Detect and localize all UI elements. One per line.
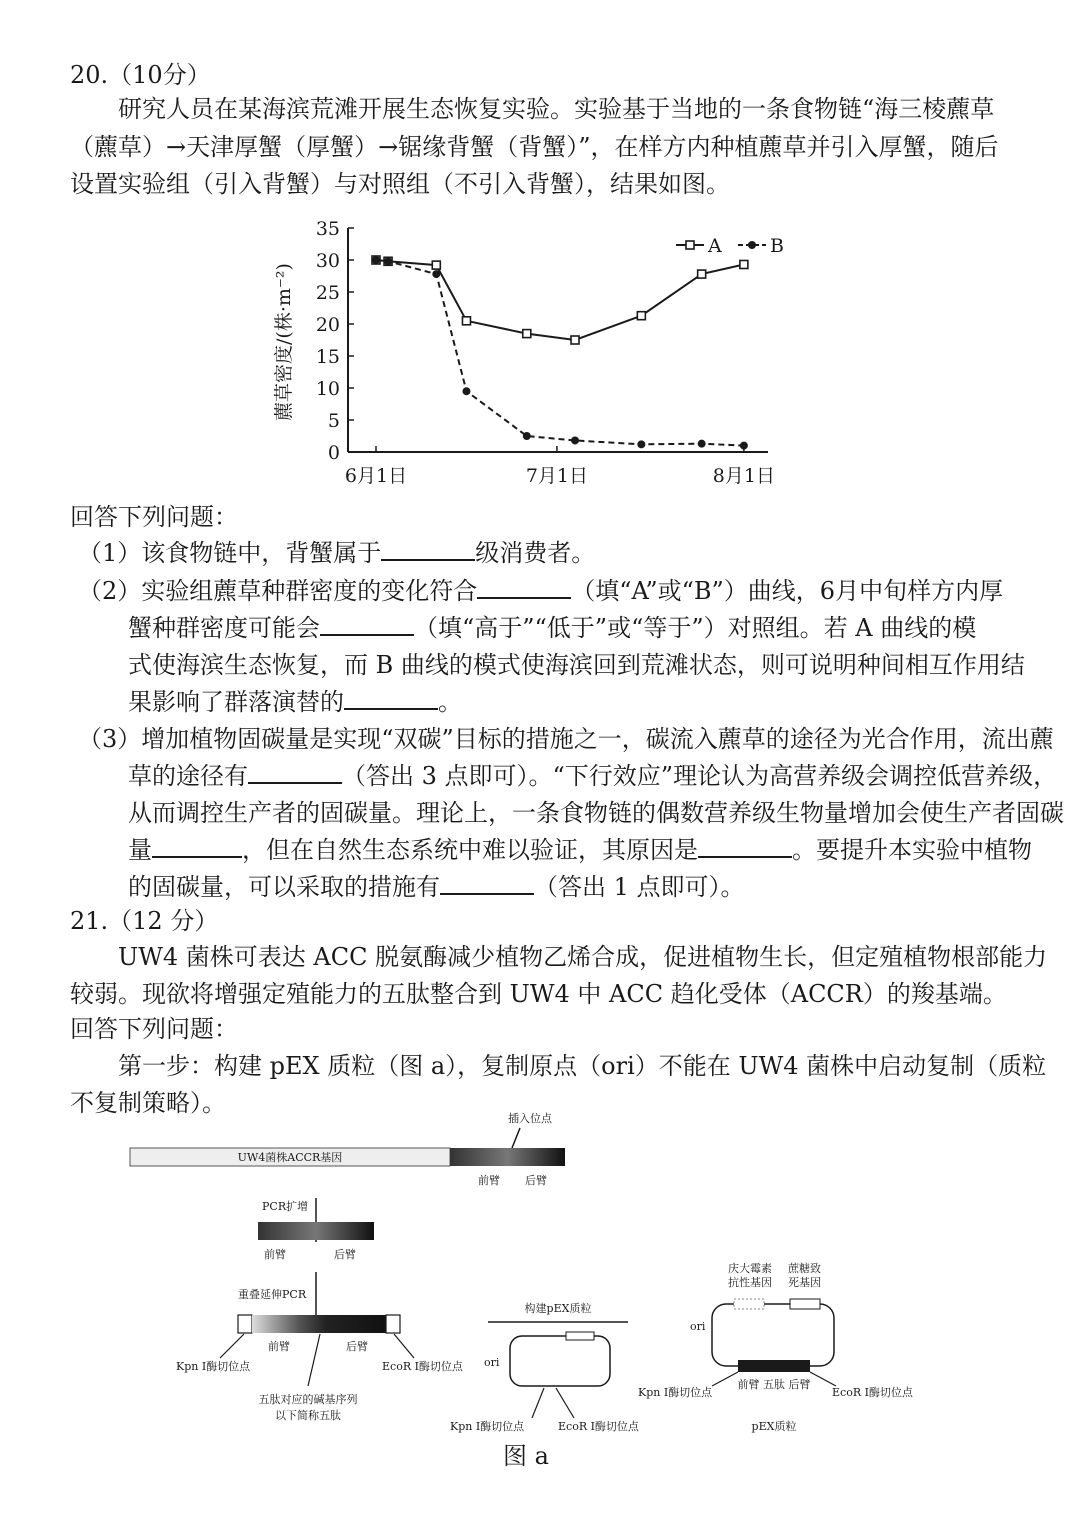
q21-number: 21.（12 分） — [70, 907, 219, 935]
series-b-line — [376, 260, 744, 446]
x-tick-label: 8月1日 — [712, 465, 775, 487]
pex-plasmid-circle — [712, 1304, 834, 1366]
front-arm-label-mid: 前臂 — [264, 1248, 286, 1261]
answer-blank[interactable] — [381, 537, 475, 561]
q20-part3-line4 — [128, 833, 1032, 867]
q20-part3-line2 — [128, 759, 1057, 793]
series-b-point — [432, 270, 440, 278]
series-b-point — [740, 442, 748, 450]
q20-answer-prompt: 回答下列问题： — [70, 503, 238, 531]
q20-part2-text-d: （填“高于”“低于”或“等于”）对照组。若 A 曲线的模 — [414, 614, 977, 642]
pcr-product-bar — [258, 1222, 374, 1240]
pex-insert-row-label: 前臂 五肽 后臂 — [737, 1378, 811, 1391]
back-arm-label-bottom: 后臂 — [346, 1340, 368, 1353]
series-b-point — [372, 256, 380, 264]
pcr-label: PCR扩增 — [262, 1200, 309, 1213]
q20-part3-line1: （3）增加植物固碳量是实现“双碳”目标的措施之一，碳流入藨草的途径为光合作用，流出藨 — [78, 725, 1054, 753]
answer-blank[interactable] — [477, 575, 571, 599]
q20-part3-line3: 从而调控生产者的固碳量。理论上，一条食物链的偶数营养级生物量增加会使生产者固碳 — [128, 799, 1064, 827]
figure-a-caption: 图 a — [503, 1442, 549, 1470]
answer-blank[interactable] — [248, 760, 342, 784]
pentapeptide-note-2: 以下简称五肽 — [275, 1409, 341, 1422]
kpn-site-label-p1: Kpn Ⅰ酶切位点 — [450, 1420, 525, 1433]
q21-intro-line2: 较弱。现欲将增强定殖能力的五肽整合到 UW4 中 ACC 趋化受体（ACCR）的羧基端。 — [70, 980, 1007, 1008]
figure-a-diagram — [0, 1100, 1080, 1470]
q21-step1-line1: 第一步：构建 pEX 质粒（图 a），复制原点（ori）不能在 UW4 菌株中启动复制（质粒 — [118, 1052, 1047, 1080]
q20-part1 — [78, 536, 595, 570]
q20-part3-text-d: ，但在自然生态系统中难以验证，其原因是 — [242, 836, 698, 864]
y-tick-label: 15 — [315, 346, 340, 368]
q20-part3-text-e: 。要提升本实验中植物 — [792, 836, 1032, 864]
series-a-point — [637, 312, 645, 320]
gentamicin-gene-box — [734, 1299, 764, 1309]
eco-site-label-pex: EcoR Ⅰ酶切位点 — [832, 1386, 913, 1399]
series-b-point — [698, 440, 706, 448]
series-a-point — [432, 261, 440, 269]
overlap-product-right-end — [386, 1315, 400, 1333]
q21-intro-line1: UW4 菌株可表达 ACC 脱氨酶减少植物乙烯合成，促进植物生长，但定殖植物根部能力 — [118, 943, 1048, 971]
q20-part2-text-f: 。 — [438, 688, 462, 716]
insert-site-label: 插入位点 — [508, 1112, 552, 1125]
q20-part2-line2 — [128, 611, 976, 645]
q20-part2-text-a: （2）实验组藨草种群密度的变化符合 — [78, 577, 478, 605]
q20-part3-text-b: （答出 3 点即可）。“下行效应”理论认为高营养级会调控低营养级， — [342, 762, 1058, 790]
y-tick-label: 0 — [327, 442, 340, 464]
q20-intro-line1: 研究人员在某海滨荒滩开展生态恢复实验。实验基于当地的一条食物链“海三棱藨草 — [118, 95, 995, 123]
answer-blank[interactable] — [440, 871, 534, 895]
eco-pointer-pex — [810, 1372, 836, 1386]
q20-part1-text-b: 级消费者。 — [475, 539, 596, 567]
legend-a-marker — [686, 241, 694, 249]
series-b-point — [523, 432, 531, 440]
plasmid1-circle — [510, 1336, 610, 1386]
chart-series — [372, 256, 748, 450]
legend-a-label: A — [708, 235, 722, 257]
q20-part3-text-g: （答出 1 点即可）。 — [534, 873, 745, 901]
overlap-pcr-label: 重叠延伸PCR — [238, 1288, 307, 1301]
q21-step1-line2: 不复制策略）。 — [70, 1089, 226, 1117]
q21-answer-prompt: 回答下列问题： — [70, 1015, 238, 1043]
back-arm-label-top: 后臂 — [525, 1174, 547, 1187]
sacb-gene-box — [790, 1299, 820, 1309]
sacb-label-1: 蔗糖致 — [788, 1262, 821, 1275]
accr-gene-label: UW4菌株ACCR基因 — [237, 1151, 343, 1164]
pentapeptide-note-1: 五肽对应的碱基序列 — [258, 1393, 358, 1406]
kpn-pointer-p1 — [532, 1388, 544, 1418]
kpn-site-label-pex: Kpn Ⅰ酶切位点 — [638, 1386, 713, 1399]
q20-number: 20.（10分） — [70, 61, 211, 89]
front-arm-label-bottom: 前臂 — [268, 1340, 290, 1353]
chart-ylabel: 藨草密度/(株·m⁻²) — [273, 263, 295, 421]
y-tick-label: 5 — [327, 410, 340, 432]
q20-part3-text-a: 草的途径有 — [128, 762, 248, 790]
gentamicin-label-1: 庆大霉素 — [728, 1262, 772, 1275]
back-arm-label-mid: 后臂 — [334, 1248, 356, 1261]
q20-part2-line4 — [128, 685, 462, 719]
front-arm-label-top: 前臂 — [478, 1174, 500, 1187]
x-tick-label: 6月1日 — [344, 465, 408, 487]
series-a-point — [698, 270, 706, 278]
series-a-point — [523, 330, 531, 338]
q20-part3-line5 — [128, 870, 745, 904]
q20-part2-text-c: 蟹种群密度可能会 — [128, 614, 320, 642]
kpn-site-label-left: Kpn Ⅰ酶切位点 — [176, 1360, 251, 1373]
y-tick-label: 10 — [315, 378, 340, 400]
series-a-point — [462, 317, 470, 325]
pex-ori-label: ori — [690, 1320, 706, 1333]
series-b-point — [384, 257, 392, 265]
q20-part2-line3: 式使海滨生态恢复，而 B 曲线的模式使海滨回到荒滩状态，则可说明种间相互作用结 — [128, 651, 1025, 679]
q20-part2-line1 — [78, 574, 1003, 608]
y-tick-label: 20 — [315, 314, 340, 336]
answer-blank[interactable] — [344, 686, 438, 710]
q20-part3-text-f: 的固碳量，可以采取的措施有 — [128, 873, 440, 901]
q20-part1-text-a: （1）该食物链中，背蟹属于 — [78, 539, 382, 567]
gentamicin-label-2: 抗性基因 — [728, 1276, 772, 1289]
pex-insert-bar — [738, 1360, 810, 1372]
plasmid1-marker — [566, 1332, 594, 1340]
kpn-pointer-left — [220, 1334, 244, 1358]
overlap-product-bar — [252, 1315, 386, 1333]
y-tick-label: 35 — [315, 218, 340, 240]
kpn-pointer-pex — [712, 1372, 738, 1386]
q20-intro-line3: 设置实验组（引入背蟹）与对照组（不引入背蟹），结果如图。 — [70, 170, 730, 198]
legend-b-label: B — [770, 235, 784, 257]
answer-blank[interactable] — [698, 834, 792, 858]
y-tick-label: 30 — [315, 250, 340, 272]
series-b-point — [637, 440, 645, 448]
eco-pointer-p1 — [556, 1388, 574, 1418]
eco-site-label-p1: EcoR Ⅰ酶切位点 — [558, 1420, 639, 1433]
q20-part3-text-c: 量 — [128, 836, 152, 864]
answer-blank[interactable] — [320, 612, 414, 636]
eco-site-label-left: EcoR Ⅰ酶切位点 — [382, 1360, 463, 1373]
insert-site-pointer — [512, 1128, 520, 1148]
series-a-point — [740, 260, 748, 268]
construct-pex-label: 构建pEX质粒 — [524, 1302, 592, 1315]
sacb-label-2: 死基因 — [788, 1276, 821, 1289]
chart-legend — [676, 235, 784, 257]
eco-pointer-left — [394, 1334, 414, 1358]
pentapeptide-pointer — [308, 1334, 320, 1386]
y-tick-label: 25 — [315, 282, 340, 304]
density-line-chart — [0, 210, 1080, 500]
series-a-point — [571, 336, 579, 344]
series-a-line — [376, 260, 744, 340]
legend-b-marker — [748, 241, 756, 249]
answer-blank[interactable] — [152, 834, 242, 858]
overlap-product-left-end — [238, 1315, 252, 1333]
series-b-point — [462, 387, 470, 395]
pex-plasmid-label: pEX质粒 — [751, 1420, 797, 1433]
q20-part2-text-e: 果影响了群落演替的 — [128, 688, 344, 716]
plasmid1-ori-label: ori — [484, 1356, 500, 1369]
accr-gene-arms — [450, 1148, 565, 1166]
x-tick-label: 7月1日 — [525, 465, 589, 487]
q20-part2-text-b: （填“A”或“B”）曲线，6月中旬样方内厚 — [571, 577, 1004, 605]
q20-intro-line2: （藨草）→天津厚蟹（厚蟹）→锯缘背蟹（背蟹）”，在样方内种植藨草并引入厚蟹，随后 — [70, 133, 999, 161]
series-b-point — [571, 436, 579, 444]
